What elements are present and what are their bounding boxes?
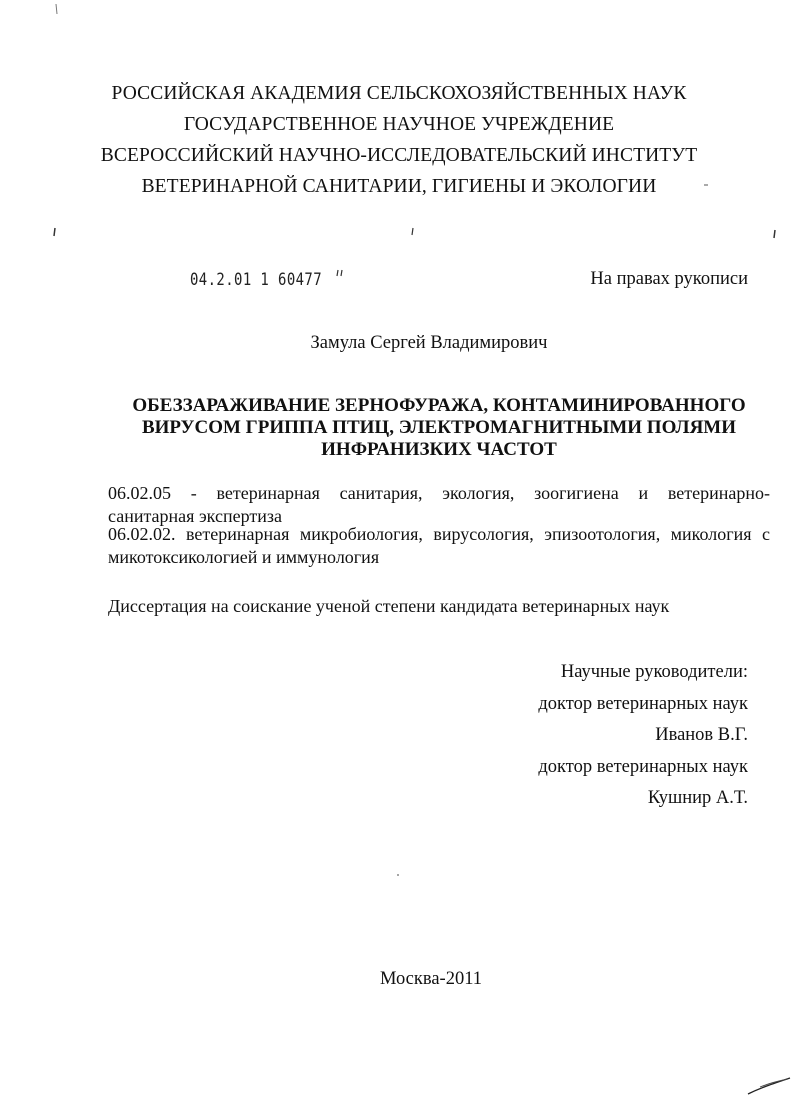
specialty-2-line-1: 06.02.02. ветеринарная микробиология, вирусология, эпизоотология, микология с — [108, 524, 770, 544]
supervisor-2-name: Кушнир А.Т. — [647, 788, 748, 808]
manuscript-rights-note: На правах рукописи — [590, 269, 748, 289]
scan-dot — [397, 874, 399, 876]
stamp-quote-mark — [337, 270, 342, 276]
signature-stroke — [748, 1078, 790, 1094]
scan-tick-center — [412, 228, 413, 235]
specialty-1-line-1: 06.02.05 - ветеринарная санитария, экология, зоогигиена и ветеринарно- — [108, 483, 770, 503]
header-line-academy: РОССИЙСКАЯ АКАДЕМИЯ СЕЛЬСКОХОЗЯЙСТВЕННЫХ НАУК — [111, 83, 687, 104]
scan-tick-left — [54, 228, 55, 236]
title-line-2: ВИРУСОМ ГРИППА ПТИЦ, ЭЛЕКТРОМАГНИТНЫМИ ПОЛЯМИ — [141, 417, 737, 438]
supervisor-1-degree: доктор ветеринарных наук — [538, 693, 748, 714]
supervisors-heading: Научные руководители: — [560, 662, 748, 682]
supervisor-2-degree: доктор ветеринарных наук — [538, 756, 748, 777]
header-line-institution-type: ГОСУДАРСТВЕННОЕ НАУЧНОЕ УЧРЕЖДЕНИЕ — [183, 114, 615, 135]
title-line-1: ОБЕЗЗАРАЖИВАНИЕ ЗЕРНОФУРАЖА, КОНТАМИНИРОВАННОГО — [132, 395, 746, 416]
header-line-institute-field: ВЕТЕРИНАРНОЙ САНИТАРИИ, ГИГИЕНЫ И ЭКОЛОГИИ — [141, 176, 657, 197]
specialty-2-line-2: микотоксикологией и иммунология — [108, 547, 380, 567]
header-line-institute: ВСЕРОССИЙСКИЙ НАУЧНО-ИССЛЕДОВАТЕЛЬСКИЙ ИНСТИТУТ — [100, 145, 698, 166]
specialty-1-line-2: санитарная экспертиза — [108, 506, 282, 526]
scan-tick-right — [774, 230, 775, 238]
city-and-year: Москва-2011 — [379, 969, 483, 989]
scan-tick-top — [56, 4, 57, 14]
degree-statement: Диссертация на соискание ученой степени кандидата ветеринарных наук — [108, 596, 670, 616]
title-line-3: ИНФРАНИЗКИХ ЧАСТОТ — [321, 439, 557, 460]
library-stamp-number: 04.2.01 1 60477 — [190, 270, 323, 290]
supervisor-1-name: Иванов В.Г. — [655, 725, 748, 745]
author-name: Замула Сергей Владимирович — [310, 333, 548, 353]
